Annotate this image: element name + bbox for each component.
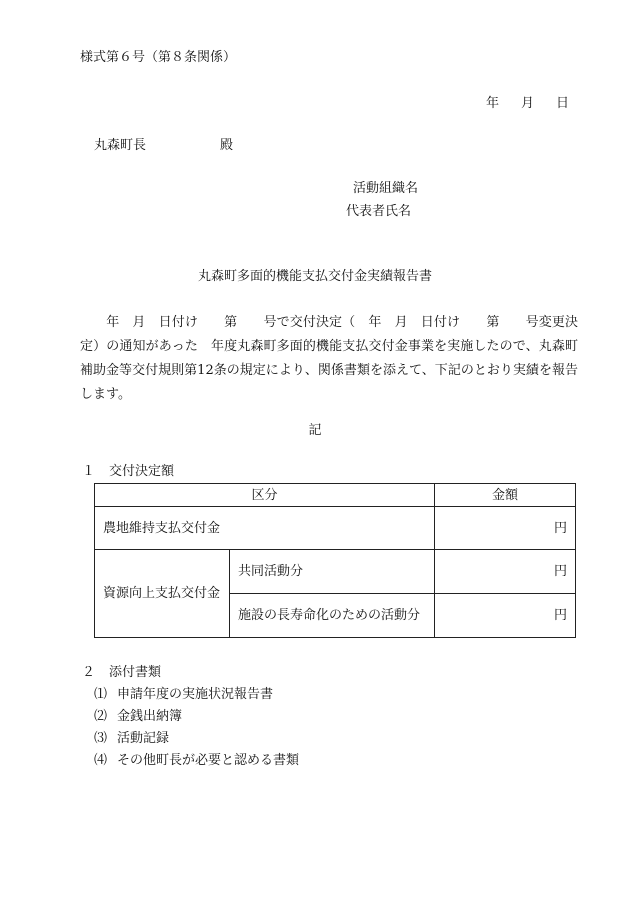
document-title: 丸森町多面的機能支払交付金実績報告書 xyxy=(197,269,432,284)
addressee-honorific: 殿 xyxy=(220,138,234,153)
ki-heading: 記 xyxy=(308,423,322,438)
header-category: 区分 xyxy=(95,484,435,507)
row-category: 農地維持支払交付金 xyxy=(95,507,435,550)
table-row xyxy=(95,507,576,550)
row-subcategory: 共同活動分 xyxy=(230,550,435,594)
attachment-text: 申請年度の実施状況報告書 xyxy=(117,687,274,702)
table-header-row xyxy=(95,484,576,507)
attachment-text: 活動記録 xyxy=(117,731,170,746)
attachment-item xyxy=(94,710,182,723)
attachment-text: 金銭出納簿 xyxy=(117,709,183,724)
section1-number: １ xyxy=(82,464,96,479)
attachment-item xyxy=(94,732,169,745)
row-amount: 円 xyxy=(435,507,576,550)
attachment-number: ⑴ xyxy=(94,687,108,702)
date-line xyxy=(486,97,569,110)
addressee-name: 丸森町長 xyxy=(94,138,147,153)
attachment-number: ⑷ xyxy=(94,753,108,768)
addressee xyxy=(94,139,233,152)
attachment-item xyxy=(94,688,273,701)
date-day: 日 xyxy=(555,96,569,111)
row-amount: 円 xyxy=(435,594,576,638)
date-year: 年 xyxy=(485,96,499,111)
row-amount: 円 xyxy=(435,550,576,594)
row-category: 資源向上支払交付金 xyxy=(95,550,230,638)
representative-label: 代表者氏名 xyxy=(346,204,412,219)
table-row xyxy=(95,550,576,594)
attachment-text: その他町長が必要と認める書類 xyxy=(117,753,300,768)
section2-heading xyxy=(82,666,161,679)
attachment-number: ⑶ xyxy=(94,731,108,746)
section2-number: ２ xyxy=(82,665,96,680)
form-number: 様式第６号（第８条関係） xyxy=(80,50,237,65)
attachment-number: ⑵ xyxy=(94,709,108,724)
body-paragraph: 年 月 日付け 第 号で交付決定（ 年 月 日付け 第 号変更決定）の通知があった 年度丸森町多面的機能支払交付金事業を実施したので、丸森町補助金等交付規則第12条の規定により、関係書類を添えて、下記のとおり実績を報告します。 xyxy=(80,315,578,402)
date-month: 月 xyxy=(520,96,534,111)
row-subcategory: 施設の長寿命化のための活動分 xyxy=(230,594,435,638)
section1-heading xyxy=(82,465,174,478)
header-amount: 金額 xyxy=(435,484,576,507)
org-name-label: 活動組織名 xyxy=(353,181,419,196)
section2-title: 添付書類 xyxy=(109,665,162,680)
section1-title: 交付決定額 xyxy=(109,464,175,479)
grant-amount-table xyxy=(94,483,576,638)
attachment-item xyxy=(94,754,299,767)
